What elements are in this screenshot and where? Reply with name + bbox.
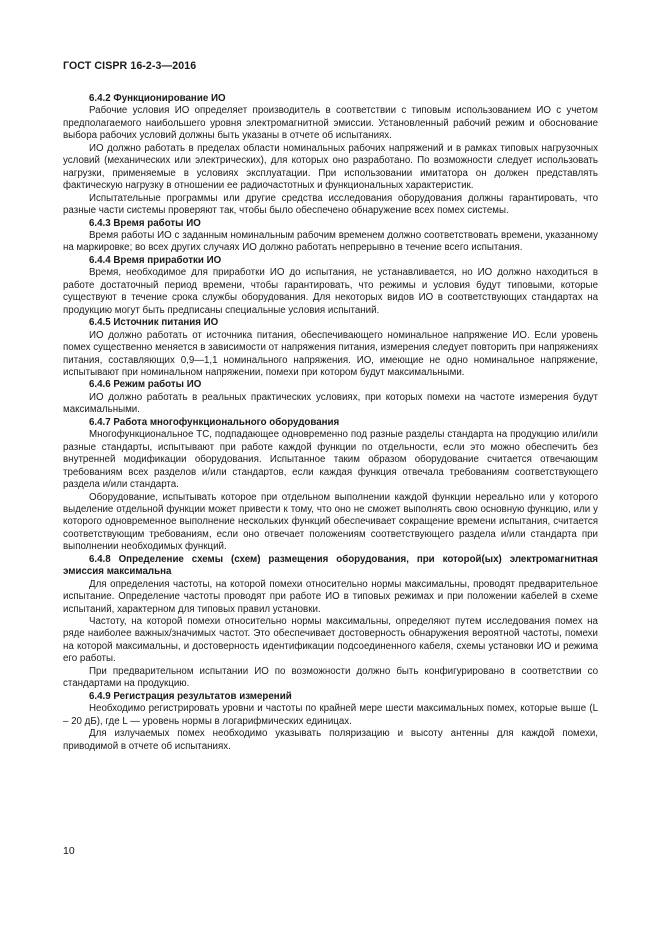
document-body — [63, 93, 598, 753]
section-heading: 6.4.5 Источник питания ИО — [89, 317, 219, 329]
body-paragraph: ИО должно работать в реальных практических условиях, при которых помехи на частоте измерения будут максимальными. — [63, 391, 598, 416]
section-heading: 6.4.3 Время работы ИО — [89, 217, 201, 229]
body-paragraph: Оборудование, испытывать которое при отдельном выполнении каждой функции нереально или у которого выделение отдельной функции может привести к тому, что оно не сможет выполнять свою основную функцию, или у которого одновременное выполнение нескольких функций обеспечивает сокращение времени испытания, считается соответствующим требованиям, если оно отвечает положениям соответствующего раздела и/или стандарта при выполнении необходимых функций. — [63, 491, 598, 553]
body-paragraph: Многофункциональное ТС, подпадающее одновременно под разные разделы стандарта на продукцию или/или разные стандарты, испытывают при работе каждой функции по отдельности, если это можно обеспечить без внутренней модификации оборудования. Испытанное таким образом оборудование считается отвечающим требованиям всех разделов и/или стандартов, если каждая функция отвечала требованиям соответствующего раздела и/или стандарта. — [63, 429, 598, 491]
body-paragraph: Рабочие условия ИО определяет производитель в соответствии с типовым использованием ИО с учетом предполагаемого наибольшего уровня электромагнитной эмиссии. Установленный рабочий режим и обоснование выбора рабочих условий должны быть указаны в отчете об испытаниях. — [63, 105, 598, 142]
body-paragraph: Время работы ИО с заданным номинальным рабочим временем должно соответствовать времени, указанному на маркировке; во всех других случаях ИО должно работать непрерывно в течение всего испытания. — [63, 229, 598, 254]
section-heading: 6.4.7 Работа многофункционального оборудования — [89, 416, 340, 428]
body-paragraph: Необходимо регистрировать уровни и частоты по крайней мере шести максимальных помех, которые выше (L – 20 дБ), где L — уровень нормы в логарифмических единицах. — [63, 703, 598, 727]
body-paragraph: Для определения частоты, на которой помехи относительно нормы максимальны, проводят предварительное испытание. Определение частоты проводят при работе ИО в типовых режимах и при положении кабелей в схеме испытаний, характерном для типовых правил установки. — [63, 578, 598, 615]
section-heading: 6.4.4 Время приработки ИО — [89, 254, 222, 266]
body-paragraph: Испытательные программы или другие средства исследования оборудования должны гарантировать, что разные части системы проверяют так, чтобы было обеспечено обнаружение всех помех системы. — [63, 192, 598, 217]
body-paragraph: Частоту, на которой помехи относительно нормы максимальны, определяют путем исследования помех на ряде наиболее важных/значимых частот. Это обеспечивает достоверность обнаружения вероятной частоты, помехи на которой максимальны, и достоверность идентификации подсоединенного кабеля, схемы установки ИО и режима его работы. — [63, 616, 598, 665]
body-paragraph: Время, необходимое для приработки ИО до испытания, не устанавливается, но ИО должно находиться в работе достаточный период времени, чтобы гарантировать, что режимы и условия будут типовыми, которые существуют в течение срока службы оборудования. Для некоторых видов ИО в соответствующих стандартах на продукцию могут быть предписаны специальные условия испытаний. — [63, 267, 598, 316]
section-heading: 6.4.6 Режим работы ИО — [89, 379, 202, 391]
document-header: ГОСТ CISPR 16-2-3—2016 — [63, 60, 197, 72]
section-heading: 6.4.8 Определение схемы (схем) размещения оборудования, при которой(ых) электромагнитная эмиссия максимальна — [63, 553, 598, 578]
body-paragraph: ИО должно работать в пределах области номинальных рабочих напряжений и в рамках типовых нагрузочных условий (механических или электрических), для которых оно разработано. По возможности следует использовать нагрузки, применяемые в условиях эксплуатации. При использовании имитатора он должен представлять фактическую нагрузку в отношении ее радиочастотных и функциональных характеристик. — [63, 142, 598, 192]
body-paragraph: Для излучаемых помех необходимо указывать поляризацию и высоту антенны для каждой помехи, приводимой в отчете об испытаниях. — [63, 728, 598, 752]
section-heading: 6.4.9 Регистрация результатов измерений — [89, 690, 292, 702]
body-paragraph: При предварительном испытании ИО по возможности должно быть конфигурировано в соответствии со стандартами на продукцию. — [63, 665, 598, 690]
body-paragraph: ИО должно работать от источника питания, обеспечивающего номинальное напряжение ИО. Если уровень помех существенно меняется в зависимости от напряжения питания, измерения следует повторить при напряжениях питания, составляющих 0,9—1,1 номинального напряжения. ИО, имеющие не одно номинальное напряжение, испытывают при номинальном напряжении, помехи при котором будут максимальными. — [63, 329, 598, 378]
page-number: 10 — [63, 845, 75, 857]
section-heading: 6.4.2 Функционирование ИО — [89, 93, 226, 104]
